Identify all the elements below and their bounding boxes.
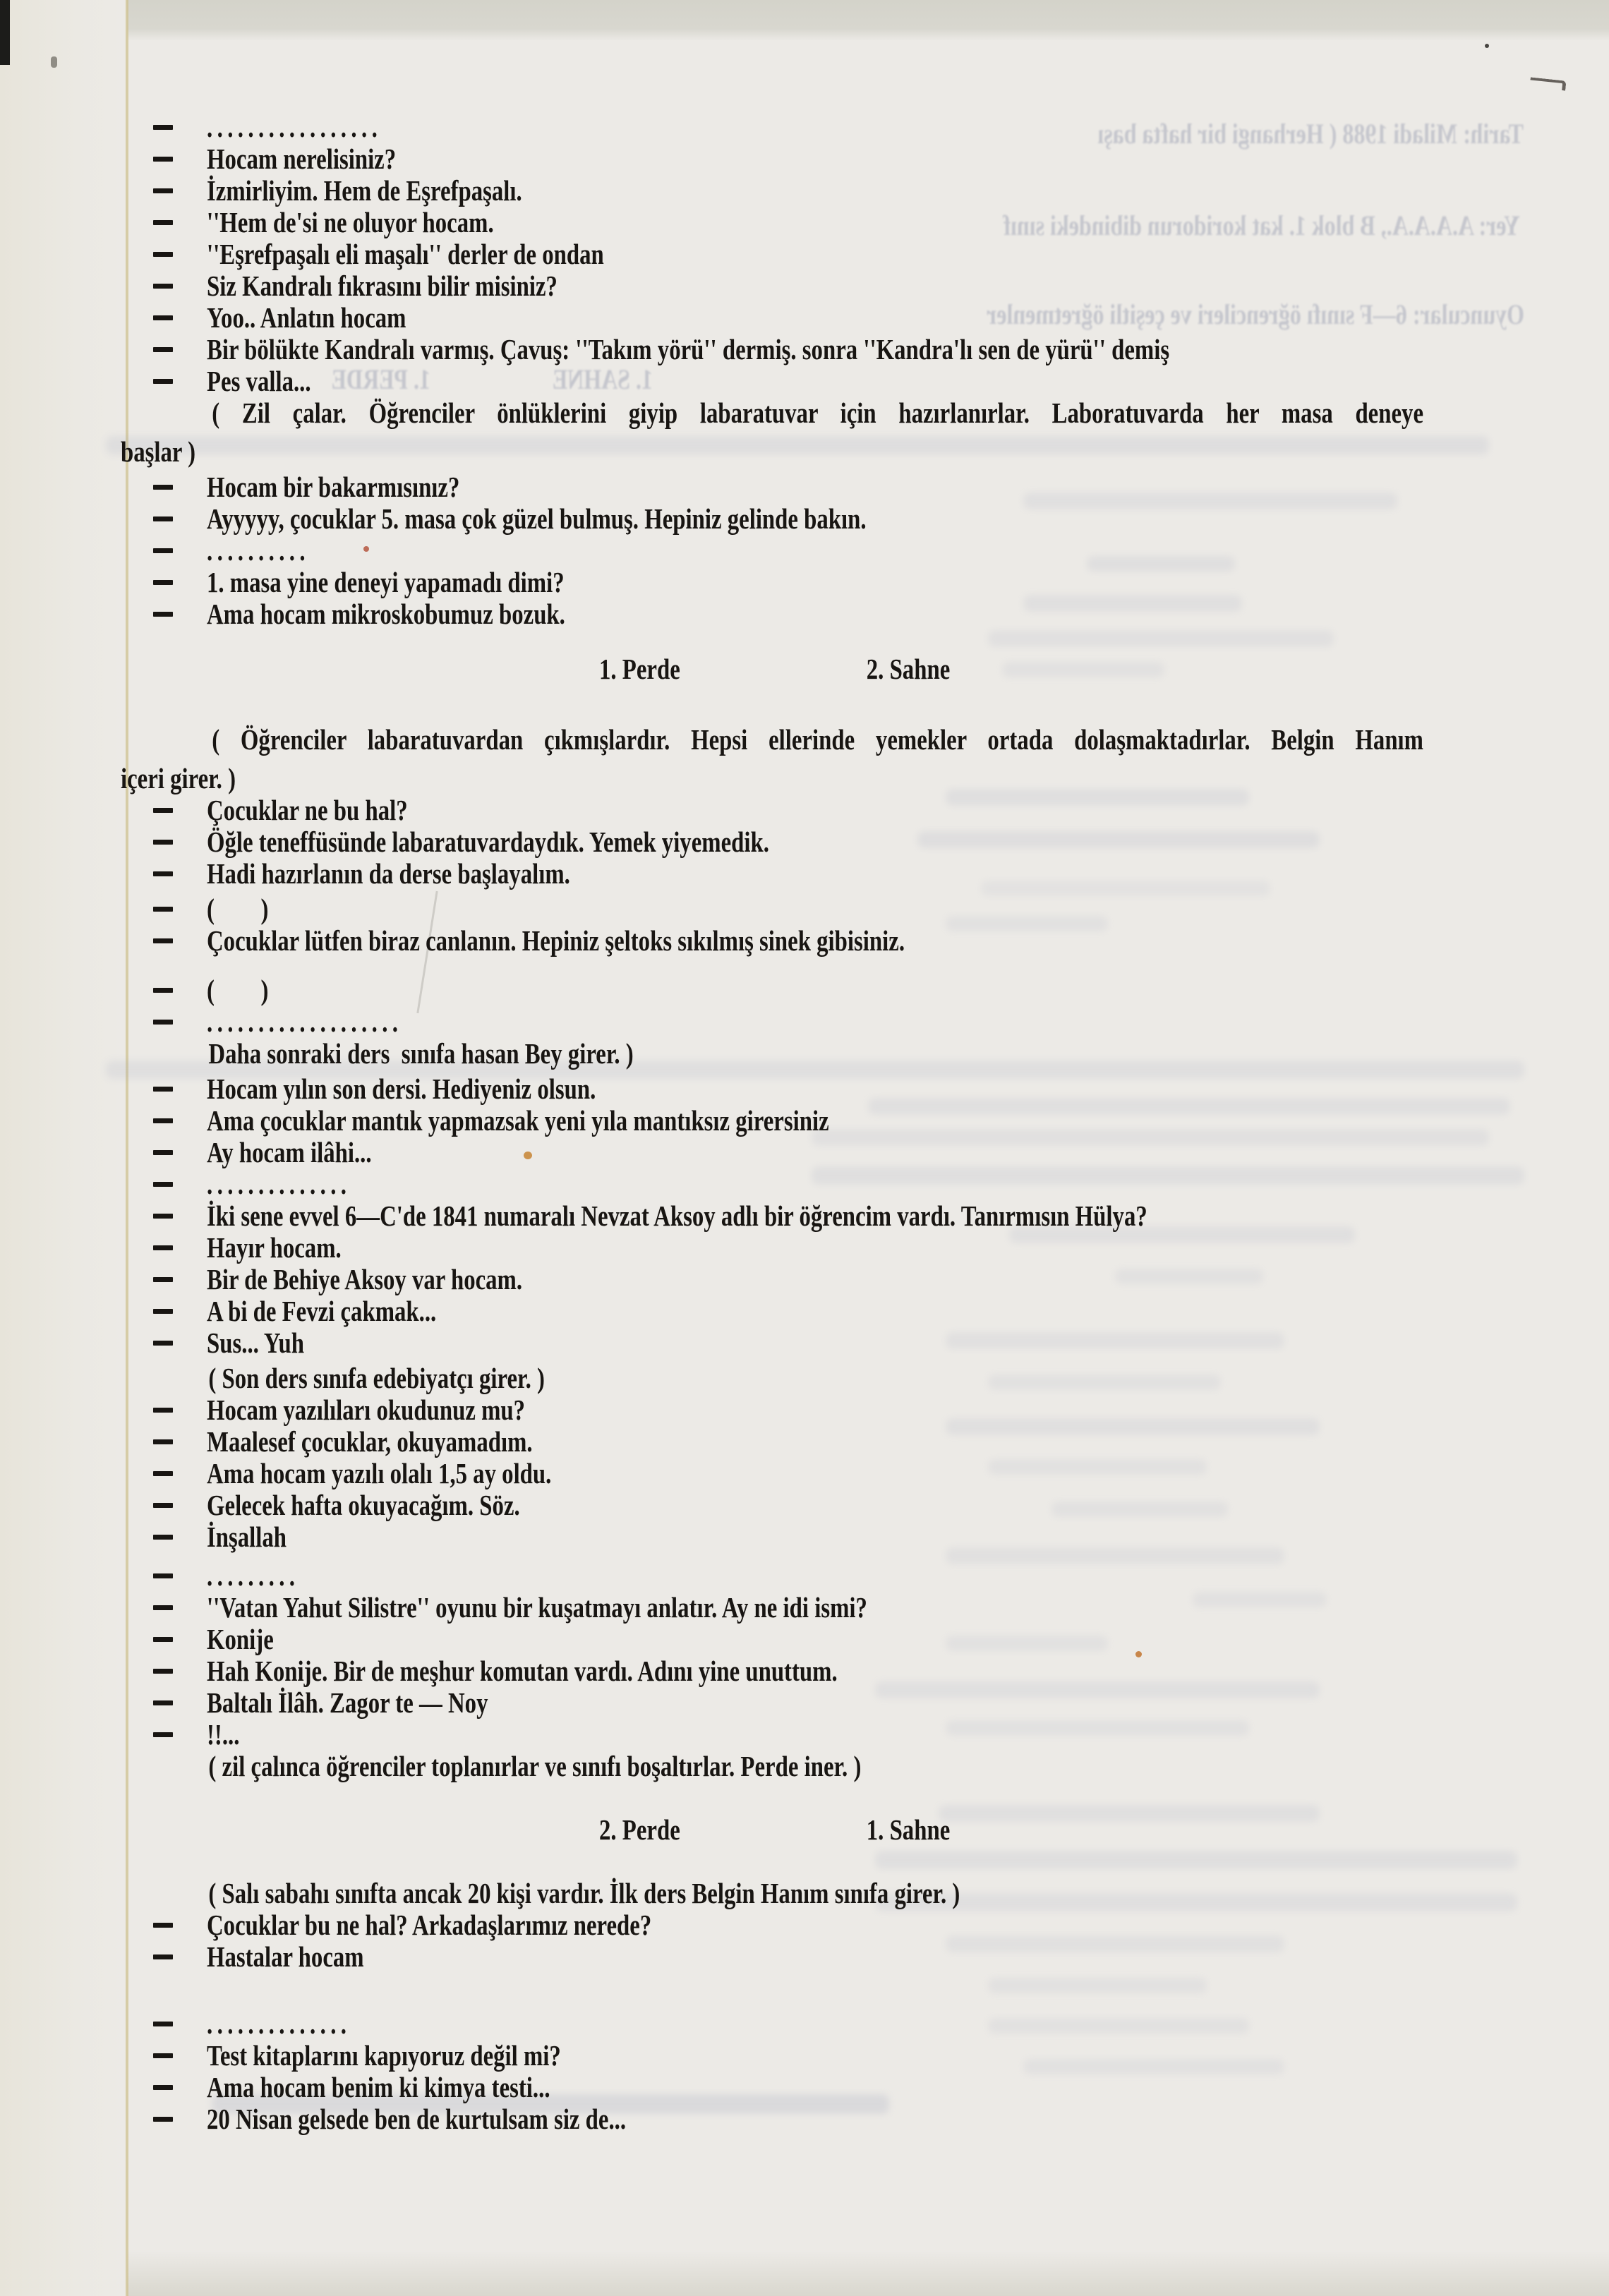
script-line (153, 1490, 1423, 1521)
ellipsis-line: .......... (207, 534, 310, 567)
script-line (153, 1073, 1423, 1105)
line-text: 1. masa yine deneyi yapamadı dimi? (207, 566, 565, 598)
script-line (153, 1941, 1423, 1973)
dash-marker (153, 1150, 173, 1155)
script-line (153, 1327, 1423, 1359)
dash-marker (153, 1277, 173, 1282)
dash-marker (153, 1408, 173, 1413)
script-line (121, 763, 1391, 794)
script-line (153, 1038, 1478, 1070)
line-text: ''Eşrefpaşalı eli maşalı'' derler de ondan (207, 238, 604, 270)
script-line (153, 503, 1423, 535)
line-text: ( ) (207, 974, 269, 1006)
line-text: Ay hocam ilâhi... (207, 1136, 372, 1168)
line-text: ( Salı sabahı sınıfta ancak 20 kişi vardır. İlk ders Belgin Hanım sınıfa girer. ) (208, 1877, 960, 1909)
line-text: Hadi hazırlanın da derse başlayalım. (207, 857, 570, 890)
line-text: Daha sonraki ders sınıfa hasan Bey girer. ) (208, 1037, 634, 1070)
script-line (153, 397, 1423, 429)
bleedthrough-text: Yer: A.A.A.A., B blok 1. kat koridorun dibindeki sınıf (1003, 210, 1520, 241)
dash-marker (153, 1605, 173, 1610)
line-text: İki sene evvel 6—C'de 1841 numaralı Nevzat Aksoy adlı bir öğrencim vardı. Tanırmısın Hülya? (207, 1200, 1147, 1232)
ellipsis-line: .............. (207, 2007, 351, 2040)
script-line (153, 1426, 1423, 1458)
dash-marker (153, 1471, 173, 1476)
line-text: Çocuklar bu ne hal? Arkadaşlarımız nerede? (207, 1909, 652, 1941)
dash-marker (153, 1535, 173, 1540)
line-text: A bi de Fevzi çakmak... (207, 1295, 437, 1327)
dash-marker (153, 157, 173, 162)
script-line (153, 1687, 1423, 1719)
script-line (153, 1264, 1423, 1295)
dash-marker (153, 1923, 173, 1928)
script-line (153, 1168, 1423, 1200)
script-line (153, 270, 1423, 302)
line-text: Hastalar hocam (207, 1940, 364, 1973)
dash-marker (153, 1954, 173, 1959)
dash-marker (153, 1020, 173, 1025)
script-line (153, 1751, 1478, 1782)
dash-marker (153, 1439, 173, 1444)
dash-marker (153, 2053, 173, 2058)
script-line (153, 207, 1423, 238)
line-text: Çocuklar ne bu hal? (207, 794, 408, 826)
dash-marker (153, 1118, 173, 1123)
dash-marker (153, 871, 173, 876)
script-line (153, 598, 1423, 630)
script-line (153, 1232, 1423, 1264)
script-line (153, 1137, 1423, 1168)
script-line (153, 925, 1423, 957)
act-scene-heading (153, 1814, 1609, 1846)
dash-marker (153, 1637, 173, 1642)
line-text: ''Vatan Yahut Silistre'' oyunu bir kuşatmayı anlatır. Ay ne idi ismi? (207, 1591, 867, 1624)
act-label: 2. Perde (599, 1813, 680, 1846)
ellipsis-line: ................... (207, 1005, 403, 1038)
dash-marker (153, 907, 173, 912)
line-text: Ama çocuklar mantık yapmazsak yeni yıla mantıksız girersiniz (207, 1104, 829, 1137)
line-text: ( Zil çalar. Öğrenciler önlüklerini giyip labaratuvar için hazırlanırlar. Laboratuvarda her masa deneye (212, 397, 1424, 429)
script-line (153, 1719, 1423, 1751)
line-text: Ayyyyy, çocuklar 5. masa çok güzel bulmuş. Hepiniz gelinde bakın. (207, 502, 867, 535)
script-line (153, 974, 1423, 1006)
dash-marker (153, 315, 173, 320)
line-text: Hah Konije. Bir de meşhur komutan vardı. Adını yine unuttum. (207, 1655, 838, 1687)
dash-marker (153, 2117, 173, 2122)
line-text: Öğle teneffüsünde labaratuvardaydık. Yemek yiyemedik. (207, 826, 769, 858)
script-line (153, 175, 1423, 207)
bleedthrough-text: 1. SAHNE (552, 363, 653, 395)
script-line (121, 436, 1391, 468)
line-text: Hocam nerelisiniz? (207, 143, 397, 175)
script-line (153, 1394, 1423, 1426)
line-text: Gelecek hafta okuyacağım. Söz. (207, 1489, 520, 1521)
dash-marker (153, 516, 173, 521)
dash-marker (153, 1732, 173, 1737)
line-text: başlar ) (121, 435, 196, 468)
dash-marker (153, 580, 173, 585)
script-line (153, 826, 1423, 858)
line-text: Bir de Behiye Aksoy var hocam. (207, 1263, 523, 1295)
ellipsis-line: ................. (207, 111, 382, 143)
line-text: Çocuklar lütfen biraz canlanın. Hepiniz şeltoks sıkılmış sinek gibisiniz. (207, 924, 905, 957)
dash-marker (153, 1214, 173, 1219)
script-line (153, 1878, 1478, 1909)
script-body (121, 111, 1565, 2135)
line-text: Pes valla... (207, 365, 311, 397)
line-text: İnşallah (207, 1521, 287, 1553)
script-line (153, 2072, 1423, 2103)
dash-marker (153, 1087, 173, 1092)
line-text: Bir bölükte Kandralı varmış. Çavuş: ''Takım yörü'' dermiş. sonra ''Kandra'lı sen de yürü'' demiş (207, 333, 1170, 365)
script-line (153, 2103, 1423, 2135)
dash-marker (153, 1700, 173, 1705)
script-line (153, 1521, 1423, 1553)
script-line (153, 1655, 1423, 1687)
scene-label: 2. Sahne (866, 653, 951, 685)
ellipsis-line: ......... (207, 1559, 300, 1592)
dash-marker (153, 1245, 173, 1250)
line-text: Ama hocam mikroskobumuz bozuk. (207, 598, 565, 630)
dash-marker (153, 2085, 173, 2090)
script-line (153, 2040, 1423, 2072)
line-text: ( Son ders sınıfa edebiyatçı girer. ) (208, 1362, 545, 1394)
line-text: ( Öğrenciler labaratuvardan çıkmışlardır. Hepsi ellerinde yemekler ortada dolaşmaktadırlar. Belgin Hanım (212, 723, 1424, 756)
bleedthrough-text: Tarih: Miladi 1988 ( Herhangi bir hafta başı (1097, 118, 1524, 150)
bleedthrough-text: Oyuncular: 6—F sınıfı öğrencileri ve çeşitli öğretmenler (987, 298, 1524, 330)
dash-marker (153, 612, 173, 617)
act-label: 1. Perde (599, 653, 680, 685)
dash-marker (153, 188, 173, 193)
line-text: içeri girer. ) (121, 762, 236, 794)
script-line (153, 567, 1423, 598)
line-text: Hayır hocam. (207, 1231, 342, 1264)
dash-marker (153, 1503, 173, 1508)
line-text: Konije (207, 1623, 274, 1655)
script-line (153, 1295, 1423, 1327)
script-line (153, 858, 1423, 890)
line-text: ( zil çalınca öğrenciler toplanırlar ve sınıfı boşaltırlar. Perde iner. ) (208, 1750, 862, 1782)
script-line (153, 111, 1423, 143)
script-line (153, 794, 1423, 826)
dash-marker (153, 347, 173, 352)
line-text: Ama hocam yazılı olalı 1,5 ay oldu. (207, 1457, 552, 1490)
line-text: ''Hem de'si ne oluyor hocam. (207, 206, 494, 238)
dash-marker (153, 938, 173, 943)
script-line (153, 238, 1423, 270)
script-line (153, 143, 1423, 175)
script-line (153, 1624, 1423, 1655)
dash-marker (153, 548, 173, 553)
line-text: Test kitaplarını kapıyoruz değil mi? (207, 2039, 561, 2072)
line-text: !!... (207, 1718, 240, 1751)
bleedthrough-text: 1. PERDE (331, 363, 430, 395)
dash-marker (153, 220, 173, 225)
dash-marker (153, 988, 173, 993)
script-line (153, 471, 1423, 503)
line-text: Hocam yılın son dersi. Hediyeniz olsun. (207, 1073, 596, 1105)
dash-marker (153, 2022, 173, 2026)
line-text: Yoo.. Anlatın hocam (207, 301, 406, 334)
line-text: Hocam bir bakarmısınız? (207, 471, 460, 503)
line-text: Hocam yazılıları okudunuz mu? (207, 1394, 526, 1426)
script-line (153, 2008, 1423, 2040)
act-scene-heading (153, 653, 1609, 685)
script-line (153, 893, 1423, 925)
script-line (153, 1200, 1423, 1232)
ellipsis-line: .............. (207, 1168, 351, 1200)
script-line (153, 1006, 1423, 1038)
dash-marker (153, 252, 173, 257)
script-line (153, 302, 1423, 334)
line-text: 20 Nisan gelsede ben de kurtulsam siz de... (207, 2103, 627, 2135)
dash-marker (153, 284, 173, 289)
script-line (153, 1560, 1423, 1592)
script-line (153, 535, 1423, 567)
line-text: ( ) (207, 893, 269, 925)
line-text: Baltalı İlâh. Zagor te — Noy (207, 1686, 488, 1719)
dash-marker (153, 485, 173, 490)
script-line (153, 1592, 1423, 1624)
dash-marker (153, 1573, 173, 1578)
script-line (153, 334, 1423, 365)
script-line (153, 1458, 1423, 1490)
script-line (153, 724, 1423, 756)
dash-marker (153, 1669, 173, 1674)
script-line (153, 1909, 1423, 1941)
line-text: Siz Kandralı fıkrasını bilir misiniz? (207, 270, 558, 302)
dash-marker (153, 125, 173, 130)
script-line (153, 365, 1423, 397)
dash-marker (153, 1341, 173, 1346)
script-line (153, 1363, 1478, 1394)
dash-marker (153, 840, 173, 845)
line-text: Maalesef çocuklar, okuyamadım. (207, 1425, 533, 1458)
dash-marker (153, 1182, 173, 1187)
line-text: Ama hocam benim ki kimya testi... (207, 2071, 550, 2103)
scene-label: 1. Sahne (866, 1813, 951, 1846)
line-text: İzmirliyim. Hem de Eşrefpaşalı. (207, 174, 522, 207)
script-line (153, 1105, 1423, 1137)
dash-marker (153, 379, 173, 384)
dash-marker (153, 808, 173, 813)
line-text: Sus... Yuh (207, 1327, 304, 1359)
dash-marker (153, 1309, 173, 1314)
